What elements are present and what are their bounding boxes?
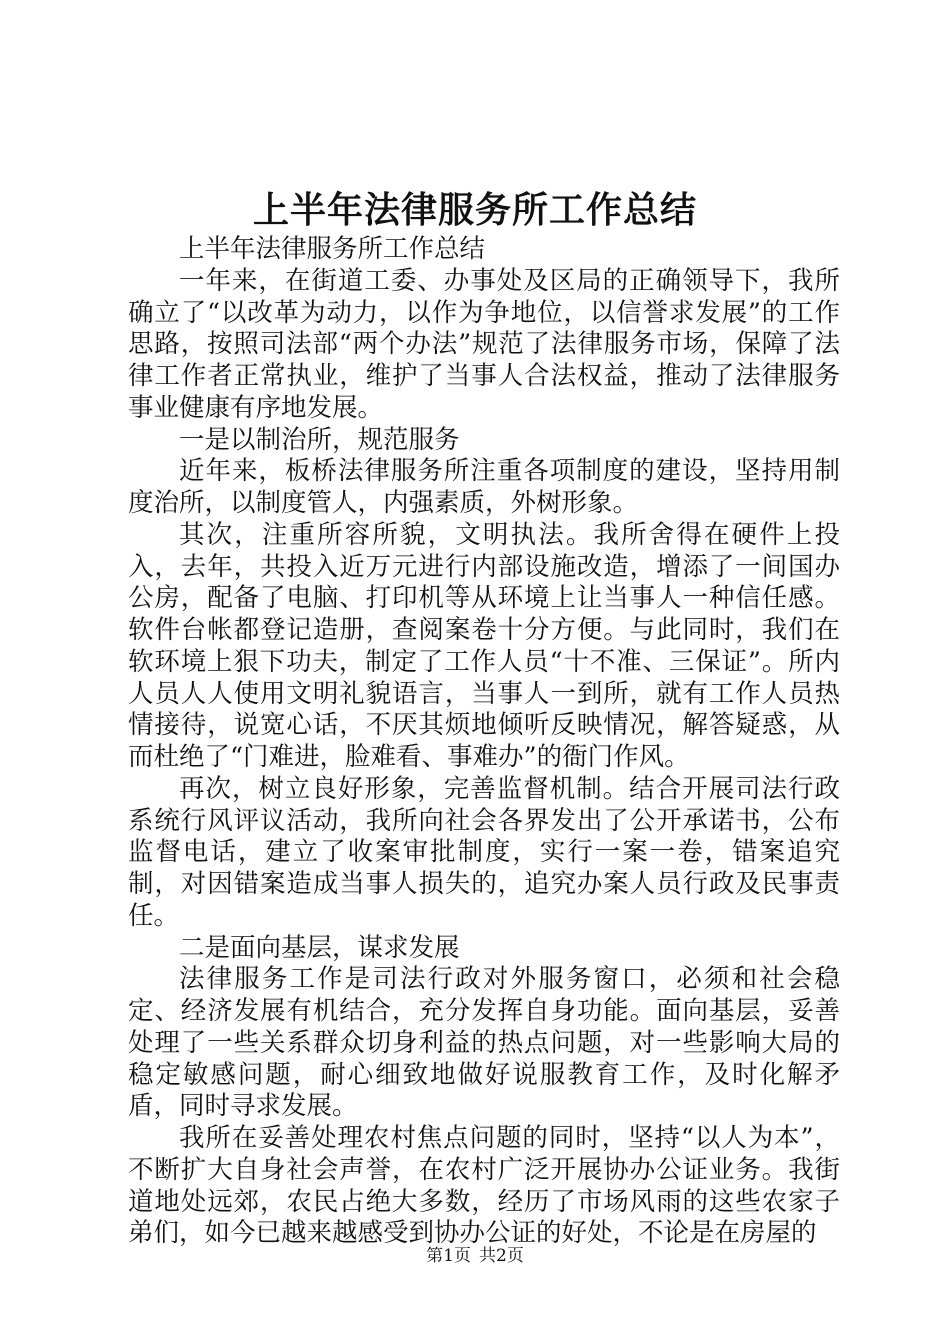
section-heading: 二是面向基层，谋求发展 — [179, 932, 460, 963]
document-title: 上半年法律服务所工作总结 — [252, 189, 697, 231]
paragraph: 近年来，板桥法律服务所注重各项制度的建设，坚持用制度治所，以制度管人，内强素质，外树形象。 — [128, 456, 840, 518]
section-heading: 一是以制治所，规范服务 — [179, 424, 460, 455]
document-body — [128, 234, 840, 1250]
paragraph: 法律服务工作是司法行政对外服务窗口，必须和社会稳定、经济发展有机结合，充分发挥自身功能。面向基层，妥善处理了一些关系群众切身利益的热点问题，对一些影响大局的稳定敏感问题，耐心细致地做好说服教育工作，及时化解矛盾，同时寻求发展。 — [128, 964, 840, 1122]
paragraph: 再次，树立良好形象，完善监督机制。结合开展司法行政系统行风评议活动，我所向社会各界发出了公开承诺书，公布监督电话，建立了收案审批制度，实行一案一卷，错案追究制，对因错案造成当事人损失的，追究办案人员行政及民事责任。 — [128, 773, 840, 931]
page-number: 第1页 — [426, 1246, 471, 1266]
page-total: 共2页 — [479, 1246, 524, 1266]
paragraph: 我所在妥善处理农村焦点问题的同时，坚持“以人为本”，不断扩大自身社会声誉，在农村广泛开展协办公证业务。我街道地处远郊，农民占绝大多数，经历了市场风雨的这些农家子弟们，如今已越来越感受到协办公证的好处，不论是在房屋的 — [128, 1123, 840, 1249]
paragraph: 一年来，在街道工委、办事处及区局的正确领导下，我所确立了“以改革为动力，以作为争地位，以信誉求发展”的工作思路，按照司法部“两个办法”规范了法律服务市场，保障了法律工作者正常执业，维护了当事人合法权益，推动了法律服务事业健康有序地发展。 — [128, 265, 840, 423]
page-footer — [0, 1244, 950, 1268]
paragraph: 其次，注重所容所貌，文明执法。我所舍得在硬件上投入，去年，共投入近万元进行内部设施改造，增添了一间国办公房，配备了电脑、打印机等从环境上让当事人一种信任感。软件台帐都登记造册，查阅案卷十分方便。与此同时，我们在软环境上狠下功夫，制定了工作人员“十不准、三保证”。所内人员人人使用文明礼貌语言，当事人一到所，就有工作人员热情接待，说宽心话，不厌其烦地倾听反映情况，解答疑惑，从而杜绝了“门难进，脸难看、事难办”的衙门作风。 — [128, 519, 840, 772]
paragraph: 上半年法律服务所工作总结 — [179, 234, 486, 264]
